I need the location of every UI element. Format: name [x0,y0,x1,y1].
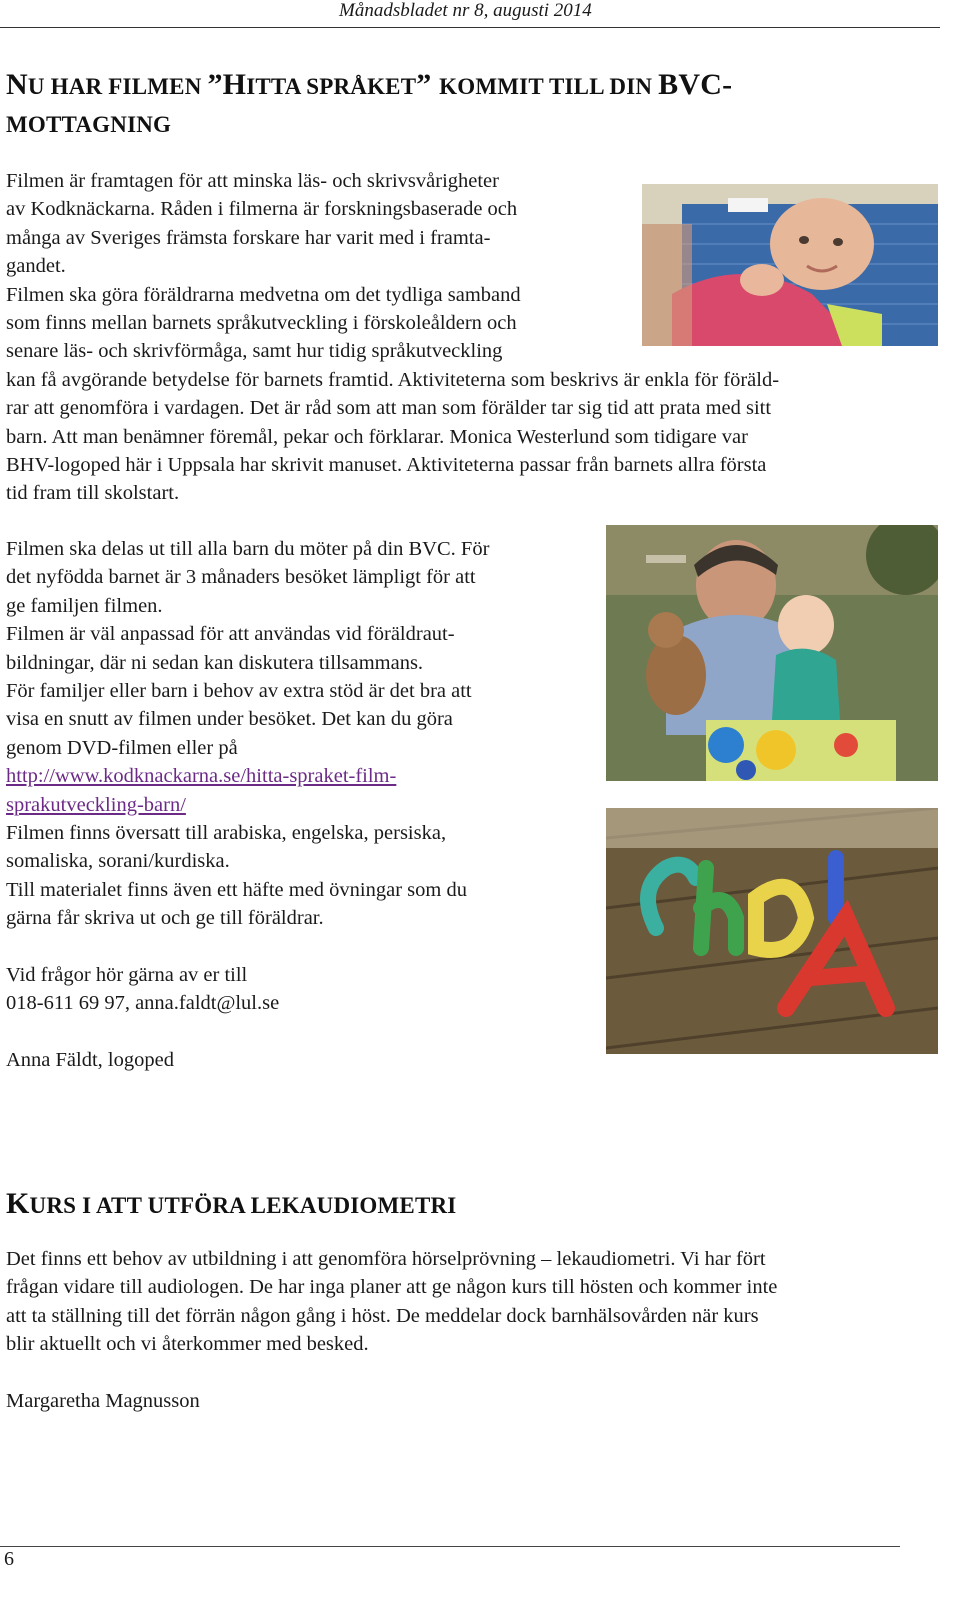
text-line: av Kodknäckarna. Råden i filmerna är forskningsbaserade och [6,198,518,221]
footer-divider [0,1546,900,1547]
film-link-part-2[interactable]: sprakutveckling-barn/ [6,793,186,816]
playdough-letters-photo [606,808,938,1054]
text-line: många av Sveriges främsta forskare har varit med i framta- [6,226,491,249]
text-line: som finns mellan barnets språkutveckling i förskoleåldern och [6,312,517,335]
text-line: visa en snutt av filmen under besöket. Det kan du göra [6,708,453,731]
article1-paragraph-1 [6,167,946,508]
page-number: 6 [4,1548,14,1570]
father-child-photo [606,525,938,781]
text-line: Filmen är framtagen för att minska läs- och skrivsvårigheter [6,170,499,192]
text-line: somaliska, sorani/kurdiska. [6,850,230,873]
text-line: bildningar, där ni sedan kan diskutera tillsammans. [6,651,424,674]
text-line: För familjer eller barn i behov av extra stöd är det bra att [6,680,472,703]
text-line: tid fram till skolstart. [6,482,180,505]
article1-title: NU HAR FILMEN ”HITTA SPRÅKET” KOMMIT TILL DIN BVC- MOTTAGNING [6,68,733,137]
text-line: det nyfödda barnet är 3 månaders besöket lämpligt för att [6,566,476,589]
article2-title: KURS I ATT UTFÖRA LEKAUDIOMETRI [6,1187,457,1220]
text-line: BHV-logoped här i Uppsala har skrivit manuset. Aktiviteterna passar från barnets allra första [6,454,767,477]
text-line: frågan vidare till audiologen. De har inga planer att ge någon kurs till hösten och kommer inte [6,1276,778,1299]
article1-signature: Anna Fäldt, logoped [6,1049,174,1071]
text-line: Till materialet finns även ett häfte med övningar som du [6,878,467,901]
text-line: rar att genomföra i vardagen. Det är råd som att man som förälder tar sig tid att prata med sitt [6,397,772,420]
article2-paragraph [6,1245,946,1359]
text-line: senare läs- och skrivförmåga, samt hur tidig språkutveckling [6,340,503,363]
text-line: barn. Att man benämner föremål, pekar och förklarar. Monica Westerlund som tidigare var [6,425,748,448]
text-line: Filmen ska göra föräldrarna medvetna om det tydliga samband [6,283,521,306]
contact-info [6,961,600,1018]
text-line: gärna får skriva ut och ge till föräldrar. [6,907,324,930]
father-child-photo-image [606,525,938,781]
page-header [0,0,940,28]
contact-line: Vid frågor hör gärna av er till [6,964,248,986]
header-text: Månadsbladet nr 8, augusti 2014 [339,0,592,21]
text-line: Filmen finns översatt till arabiska, engelska, persiska, [6,822,447,845]
article1-paragraph-2 [6,535,600,933]
text-line: gandet. [6,255,66,278]
text-line: kan få avgörande betydelse för barnets framtid. Aktiviteterna som beskrivs är enkla för föräld- [6,368,780,391]
article2-signature: Margaretha Magnusson [6,1390,200,1412]
text-line: ge familjen filmen. [6,594,163,617]
playdough-letters-photo-image [606,808,938,1054]
text-line: Filmen ska delas ut till alla barn du möter på din BVC. För [6,538,490,560]
text-line: genom DVD-filmen eller på [6,736,238,759]
text-line: Filmen är väl anpassad för att användas vid föräldraut- [6,623,455,646]
text-line: Det finns ett behov av utbildning i att genomföra hörselprövning – lekaudiometri. Vi har fört [6,1248,766,1270]
text-line: att ta ställning till det förrän någon gång i höst. De meddelar dock barnhälsovården när kurs [6,1304,759,1327]
text-line: blir aktuellt och vi återkommer med besked. [6,1333,369,1356]
film-link-part-1[interactable]: http://www.kodknackarna.se/hitta-spraket-film- [6,765,397,788]
contact-phone-email: 018-611 69 97, anna.faldt@lul.se [6,992,280,1015]
